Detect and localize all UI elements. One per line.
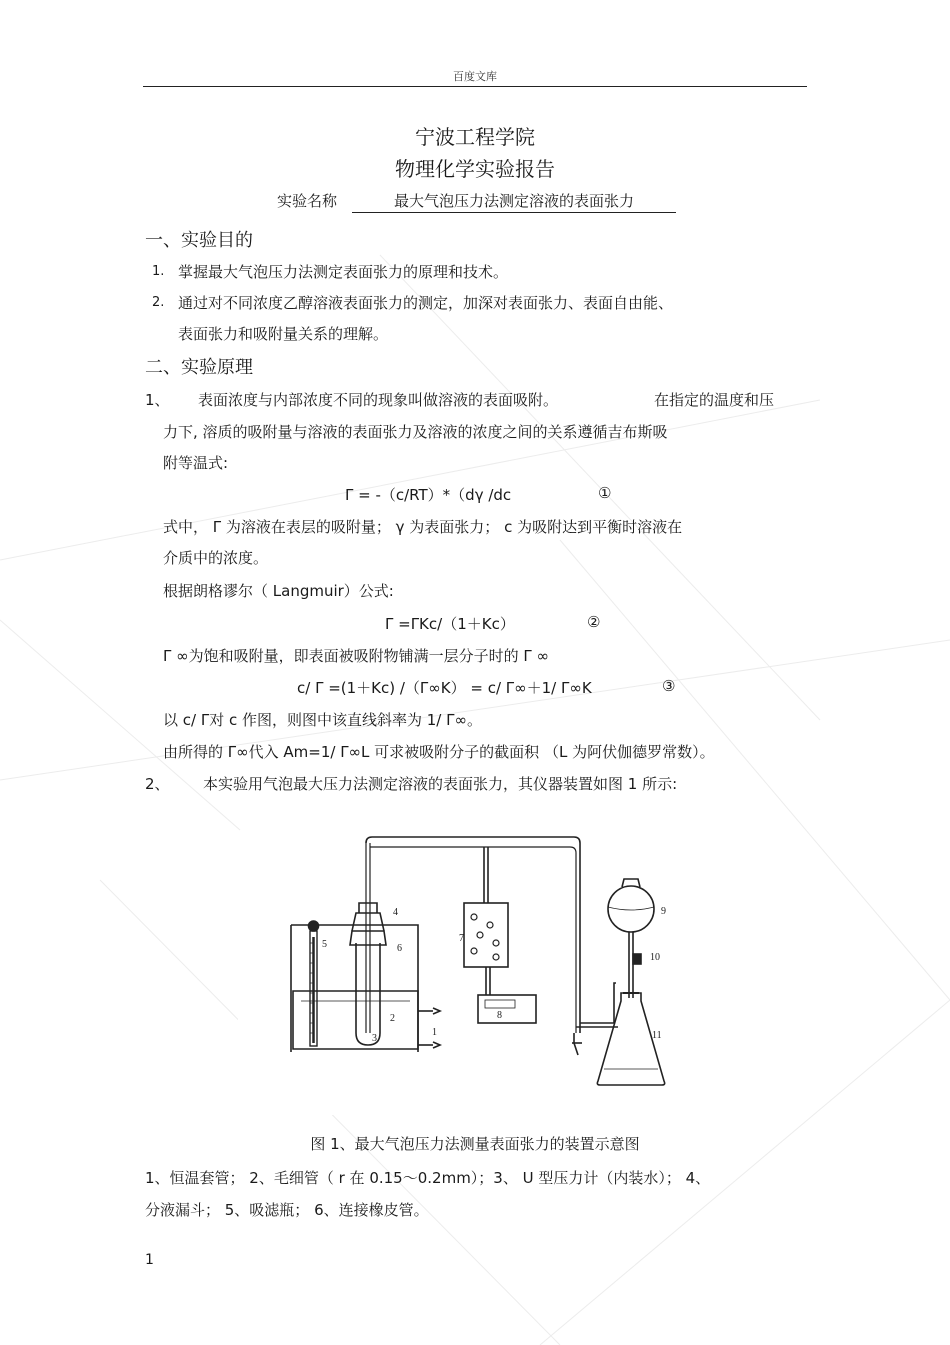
figure-label-9: 9 <box>661 906 666 917</box>
plot-slope-text: 以 c/ Γ对 c 作图，则图中该直线斜率为 1/ Γ∞。 <box>163 711 482 729</box>
section2-p1-num: 1、 <box>145 391 170 409</box>
section2-p1-line3: 附等温式: <box>163 454 229 472</box>
where-line1: 式中， Γ 为溶液在表层的吸附量； γ 为表面张力； c 为吸附达到平衡时溶液在 <box>163 518 683 536</box>
section2-p1-a: 表面浓度与内部浓度不同的现象叫做溶液的表面吸附。 <box>198 391 559 409</box>
figure-label-10: 10 <box>650 952 660 963</box>
equation-linear-mark: ③ <box>662 677 676 695</box>
equation-gibbs-mark: ① <box>598 484 612 502</box>
section1-item1-text: 掌握最大气泡压力法测定表面张力的原理和技术。 <box>178 263 509 281</box>
section2-p2-num: 2、 <box>145 775 170 793</box>
equation-langmuir: Γ =ΓKc/（1＋Kc） <box>385 615 515 633</box>
legend-line1: 1、恒温套管； 2、毛细管（ r 在 0.15～0.2mm）；3、 U 型压力计（内装水）； 4、 <box>145 1169 711 1187</box>
figure-caption: 图 1、最大气泡压力法测量表面张力的装置示意图 <box>310 1135 640 1153</box>
page-number: 1 <box>145 1252 154 1268</box>
figure-label-8: 8 <box>497 1010 502 1021</box>
figure-label-5: 5 <box>322 939 327 950</box>
section1-item1-num: 1. <box>152 264 165 279</box>
equation-gibbs: Γ = -（c/RT）*（dγ /dc <box>345 486 512 504</box>
langmuir-intro: 根据朗格谬尔（ Langmuir）公式: <box>163 582 394 600</box>
header-site-name: 百度文库 <box>453 70 497 83</box>
area-text: 由所得的 Γ∞代入 Am=1/ Γ∞L 可求被吸附分子的截面积 （L 为阿伏伽德罗常数）。 <box>163 743 715 761</box>
apparatus-figure <box>238 833 717 1115</box>
section1-heading: 一、实验目的 <box>145 230 253 251</box>
section2-p1-b: 在指定的温度和压 <box>654 391 775 409</box>
where-line2: 介质中的浓度。 <box>163 549 269 567</box>
section2-p1-line2: 力下, 溶质的吸附量与溶液的表面张力及溶液的浓度之间的关系遵循吉布斯吸 <box>163 423 668 441</box>
figure-label-6: 6 <box>397 943 402 954</box>
figure-label-1: 1 <box>432 1027 437 1038</box>
section2-p2-text: 本实验用气泡最大压力法测定溶液的表面张力，其仪器装置如图 1 所示: <box>203 775 678 793</box>
equation-linear: c/ Γ =(1＋Kc) /（Γ∞K） = c/ Γ∞＋1/ Γ∞K <box>297 679 592 697</box>
figure-label-7: 7 <box>459 933 464 944</box>
header-rule <box>143 86 807 87</box>
section2-heading: 二、实验原理 <box>145 357 253 378</box>
section1-item2-cont: 表面张力和吸附量关系的理解。 <box>178 325 389 343</box>
figure-label-2: 2 <box>390 1013 395 1024</box>
section1-item2-num: 2. <box>152 295 165 310</box>
section1-item2-text: 通过对不同浓度乙醇溶液表面张力的测定，加深对表面张力、表面自由能、 <box>178 294 674 312</box>
experiment-name-label: 实验名称 <box>277 192 338 210</box>
apparatus-diagram <box>238 833 717 1115</box>
saturation-text: Γ ∞为饱和吸附量，即表面被吸附物铺满一层分子时的 Γ ∞ <box>163 647 550 665</box>
figure-label-4: 4 <box>393 907 398 918</box>
experiment-name-value: 最大气泡压力法测定溶液的表面张力 <box>352 190 676 213</box>
figure-label-3: 3 <box>372 1033 377 1044</box>
figure-label-11: 11 <box>652 1030 662 1041</box>
school-title: 宁波工程学院 <box>415 125 535 149</box>
report-title: 物理化学实验报告 <box>395 157 555 181</box>
equation-langmuir-mark: ② <box>587 613 601 631</box>
legend-line2: 分液漏斗； 5、吸滤瓶； 6、连接橡皮管。 <box>145 1201 429 1219</box>
